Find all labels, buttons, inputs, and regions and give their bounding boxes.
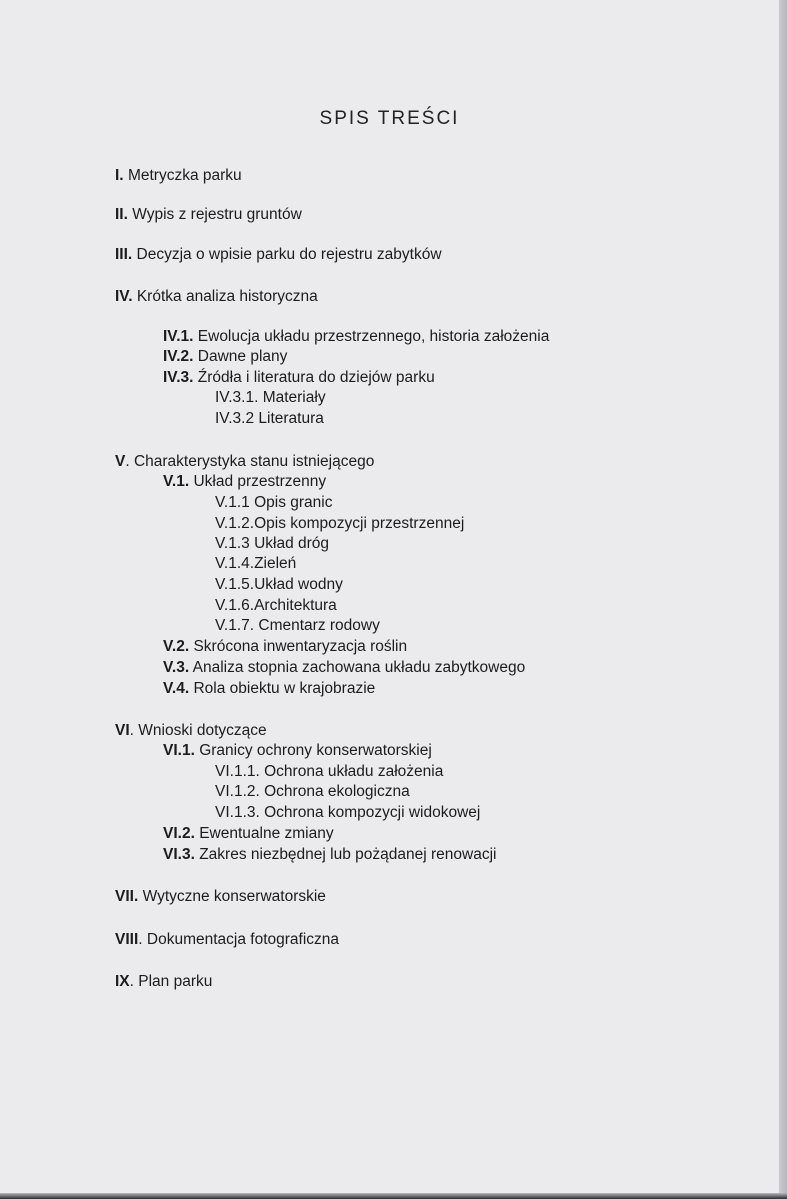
toc-entry (215, 617, 380, 635)
page-title: SPIS TREŚCI (319, 108, 460, 129)
toc-entry-title: Układ przestrzenny (193, 473, 327, 490)
toc-entry-number: IV.2. (163, 348, 194, 365)
toc-entry-title: V.1.6.Architektura (215, 597, 337, 614)
toc-entry-number: VI.2. (163, 825, 195, 842)
toc-entry (115, 453, 374, 471)
toc-entry-number: V.4. (163, 680, 190, 697)
toc-entry-title: Dawne plany (197, 348, 288, 365)
toc-entry (163, 742, 432, 760)
toc-entry-number: IV.3. (163, 369, 194, 386)
toc-entry-title: Skrócona inwentaryzacja roślin (193, 638, 408, 655)
toc-entry-title: Decyzja o wpisie parku do rejestru zabytków (136, 246, 442, 263)
toc-entry-title: . Charakterystyka stanu istniejącego (125, 453, 375, 470)
toc-entry-title: Ewolucja układu przestrzennego, historia założenia (197, 328, 550, 345)
toc-entry-title: VI.1.1. Ochrona układu założenia (215, 763, 444, 780)
toc-entry (115, 973, 212, 991)
toc-entry-number: V.3. (163, 659, 190, 676)
toc-entry-number: VIII (115, 931, 139, 948)
toc-entry-title: V.1.4.Zieleń (215, 555, 297, 572)
toc-entry-number: IX (115, 973, 130, 990)
toc-entry (215, 410, 324, 428)
page-edge-right (779, 0, 787, 1199)
toc-entry (115, 206, 302, 224)
toc-entry (115, 722, 267, 740)
toc-entry (115, 888, 326, 906)
toc-entry (215, 494, 332, 512)
toc-entry (115, 931, 339, 949)
toc-entry-title: V.1.7. Cmentarz rodowy (215, 617, 380, 634)
toc-entry-number: VI.3. (163, 846, 195, 863)
toc-entry-number: IV.1. (163, 328, 194, 345)
toc-entry-number: V.1. (163, 473, 190, 490)
toc-entry (215, 783, 410, 801)
toc-entry (215, 576, 343, 594)
toc-entry-title: V.1.1 Opis granic (215, 494, 333, 511)
toc-entry (215, 515, 464, 533)
toc-entry-title: Zakres niezbędnej lub pożądanej renowacji (199, 846, 497, 863)
toc-entry-title: IV.3.1. Materiały (215, 389, 326, 406)
toc-entry (163, 369, 435, 387)
toc-entry-title: Analiza stopnia zachowana układu zabytkowego (192, 659, 526, 676)
toc-entry-title: V.1.5.Układ wodny (215, 576, 343, 593)
toc-entry-title: V.1.3 Układ dróg (215, 535, 330, 552)
toc-entry (115, 246, 442, 264)
toc-entry-title: Krótka analiza historyczna (136, 288, 318, 305)
toc-entry-title: Wypis z rejestru gruntów (132, 206, 302, 223)
toc-entry (215, 597, 337, 615)
toc-entry-title: Wytyczne konserwatorskie (142, 888, 326, 905)
toc-entry (215, 763, 443, 781)
toc-entry (163, 328, 549, 346)
toc-entry (115, 288, 318, 306)
toc-entry (163, 348, 287, 366)
toc-entry-title: . Plan parku (129, 973, 213, 990)
page-edge-bottom (0, 1193, 787, 1199)
toc-entry-title: Ewentualne zmiany (199, 825, 334, 842)
toc-entry-title: Granicy ochrony konserwatorskiej (199, 742, 432, 759)
toc-entry-number: I. (115, 167, 124, 184)
toc-entry (215, 535, 329, 553)
toc-entry-title: IV.3.2 Literatura (215, 410, 324, 427)
toc-entry-title: Metryczka parku (127, 167, 242, 184)
toc-entry (163, 473, 326, 491)
toc-entry-title: VI.1.3. Ochrona kompozycji widokowej (215, 804, 481, 821)
toc-entry-number: VI.1. (163, 742, 195, 759)
toc-entry-title: . Wnioski dotyczące (129, 722, 267, 739)
toc-entry-title: Źródła i literatura do dziejów parku (197, 369, 435, 386)
toc-entry-title: Rola obiektu w krajobrazie (193, 680, 376, 697)
toc-entry-title: V.1.2.Opis kompozycji przestrzennej (215, 515, 465, 532)
toc-entry (215, 804, 480, 822)
toc-entry-number: III. (115, 246, 133, 263)
toc-entry-number: VII. (115, 888, 139, 905)
toc-entry-number: V (115, 453, 126, 470)
toc-entry-number: VI (115, 722, 130, 739)
toc-entry (163, 680, 375, 698)
toc-entry-title: VI.1.2. Ochrona ekologiczna (215, 783, 410, 800)
toc-entry-number: V.2. (163, 638, 190, 655)
toc-entry-number: II. (115, 206, 128, 223)
toc-entry-title: . Dokumentacja fotograficzna (138, 931, 340, 948)
toc-entry (163, 638, 407, 656)
toc-entry (163, 846, 496, 864)
toc-entry (115, 167, 242, 185)
toc-entry (163, 825, 334, 843)
toc-entry-number: IV. (115, 288, 133, 305)
toc-entry (163, 659, 525, 677)
toc-entry (215, 555, 296, 573)
toc-entry (215, 389, 326, 407)
